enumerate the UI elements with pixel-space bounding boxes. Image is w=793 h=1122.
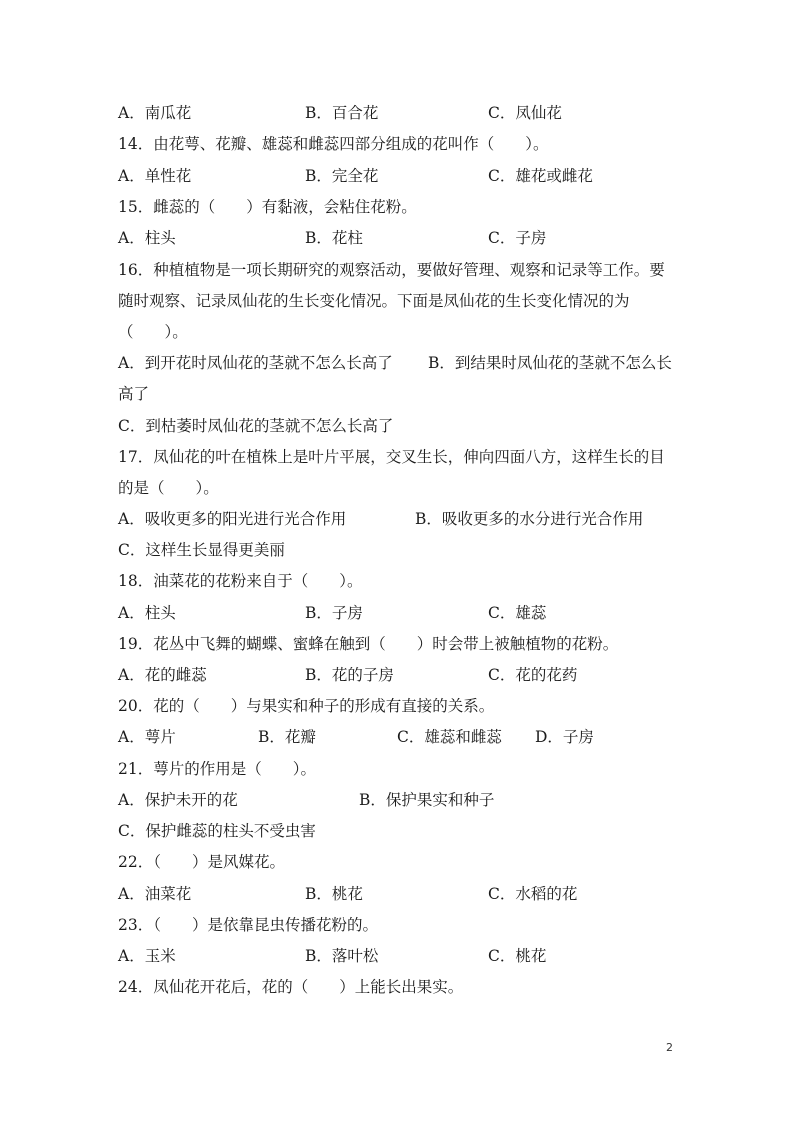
option-15-a: A．柱头 (118, 229, 176, 247)
option-20-c: C．雄蕊和雌蕊 (397, 728, 502, 746)
option-19-c: C．花的花药 (488, 666, 578, 684)
option-16-b: B．到结果时凤仙花的茎就不怎么长 (428, 354, 672, 372)
option-20-b: B．花瓣 (258, 728, 316, 746)
question-15: 15．雌蕊的（ ）有黏液，会粘住花粉。 (118, 198, 417, 216)
option-20-a: A．萼片 (118, 728, 176, 746)
page-number: 2 (666, 1041, 673, 1054)
question-20: 20．花的（ ）与果实和种子的形成有直接的关系。 (118, 697, 495, 715)
option-18-a: A．柱头 (118, 604, 176, 622)
option-14-c: C．雄花或雌花 (488, 167, 593, 185)
option-13-b: B．百合花 (305, 104, 379, 122)
question-16-line-1: 16．种植植物是一项长期研究的观察活动，要做好管理、观察和记录等工作。要 (118, 261, 665, 279)
option-13-c: C．凤仙花 (488, 104, 562, 122)
question-16-line-3: （ ）。 (118, 323, 188, 341)
option-19-a: A．花的雌蕊 (118, 666, 207, 684)
option-18-c: C．雄蕊 (488, 604, 547, 622)
option-20-d: D．子房 (535, 728, 594, 746)
question-17-line-1: 17．凤仙花的叶在植株上是叶片平展，交叉生长，伸向四面八方，这样生长的目 (118, 448, 665, 466)
question-18: 18．油菜花的花粉来自于（ ）。 (118, 572, 363, 590)
option-19-b: B．花的子房 (305, 666, 394, 684)
option-23-a: A．玉米 (118, 947, 176, 965)
option-15-c: C．子房 (488, 229, 547, 247)
question-24: 24．凤仙花开花后，花的（ ）上能长出果实。 (118, 978, 464, 996)
question-17-line-2: 的是（ ）。 (118, 479, 219, 497)
option-18-b: B．子房 (305, 604, 363, 622)
option-21-c: C．保护雌蕊的柱头不受虫害 (118, 822, 316, 840)
option-23-c: C．桃花 (488, 947, 547, 965)
option-15-b: B．花柱 (305, 229, 363, 247)
question-22: 22．（ ）是风媒花。 (118, 853, 285, 871)
option-14-b: B．完全花 (305, 167, 379, 185)
option-14-a: A．单性花 (118, 167, 192, 185)
option-23-b: B．落叶松 (305, 947, 379, 965)
question-14: 14．由花萼、花瓣、雄蕊和雌蕊四部分组成的花叫作（ ）。 (118, 135, 549, 153)
option-16-a: A．到开花时凤仙花的茎就不怎么长高了 (118, 354, 393, 372)
option-21-a: A．保护未开的花 (118, 791, 238, 809)
option-17-c: C．这样生长显得更美丽 (118, 541, 285, 559)
option-22-b: B．桃花 (305, 885, 363, 903)
option-16-c: C．到枯萎时凤仙花的茎就不怎么长高了 (118, 417, 394, 435)
option-16-b-continued: 高了 (118, 385, 150, 403)
option-22-a: A．油菜花 (118, 885, 192, 903)
option-21-b: B．保护果实和种子 (359, 791, 495, 809)
question-23: 23．（ ）是依靠昆虫传播花粉的。 (118, 916, 378, 934)
question-19: 19．花丛中飞舞的蝴蝶、蜜蜂在触到（ ）时会带上被触植物的花粉。 (118, 635, 619, 653)
option-13-a: A．南瓜花 (118, 104, 192, 122)
option-17-b: B．吸收更多的水分进行光合作用 (415, 510, 644, 528)
option-22-c: C．水稻的花 (488, 885, 578, 903)
question-16-line-2: 随时观察、记录凤仙花的生长变化情况。下面是凤仙花的生长变化情况的为 (118, 292, 630, 310)
option-17-a: A．吸收更多的阳光进行光合作用 (118, 510, 347, 528)
question-21: 21．萼片的作用是（ ）。 (118, 760, 316, 778)
